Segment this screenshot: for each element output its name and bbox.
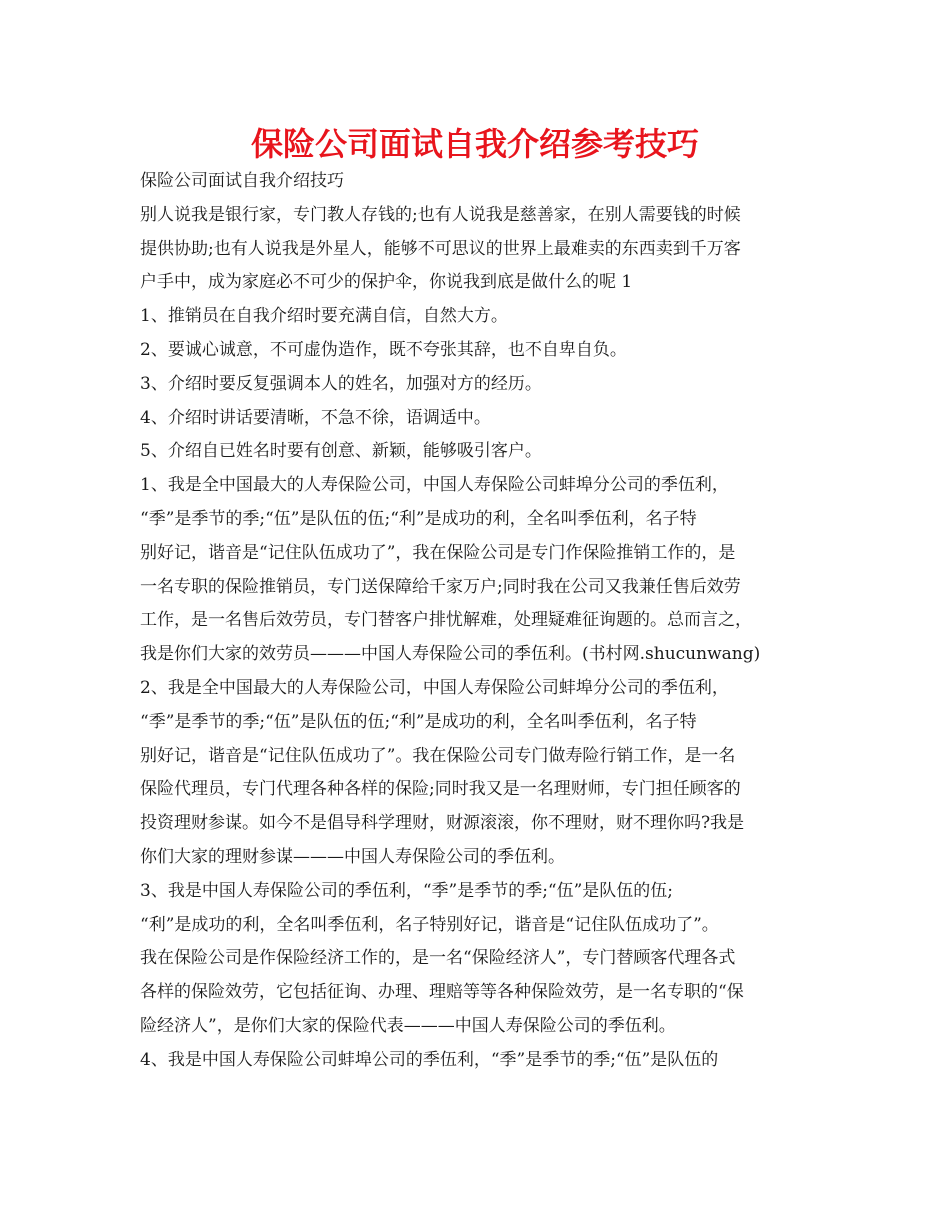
document-body [140, 165, 820, 1078]
text-line: 5、介绍自已姓名时要有创意、新颖，能够吸引客户。 [140, 441, 542, 462]
text-line: 3、介绍时要反复强调本人的姓名，加强对方的经历。 [140, 373, 542, 394]
text-line: 4、介绍时讲话要清晰，不急不徐，语调适中。 [140, 407, 491, 428]
text-line: 1、我是全中国最大的人寿保险公司，中国人寿保险公司蚌埠分公司的季伍利， [140, 475, 729, 496]
text-line: 险经济人”，是你们大家的保险代表———中国人寿保险公司的季伍利。 [140, 1015, 676, 1036]
text-line: 2、我是全中国最大的人寿保险公司，中国人寿保险公司蚌埠分公司的季伍利， [140, 677, 729, 698]
text-line: 工作，是一名售后效劳员，专门替客户排忧解难，处理疑难征询题的。总而言之， [140, 610, 752, 631]
text-line: “利”是成功的利，全名叫季伍利，名子特别好记，谐音是“记住队伍成功了”。 [140, 914, 719, 935]
text-line: 各样的保险效劳，它包括征询、办理、理赔等等各种保险效劳，是一名专职的“保 [140, 982, 744, 1003]
text-line: 我在保险公司是作保险经济工作的，是一名“保险经济人”，专门替顾客代理各式 [140, 948, 736, 969]
text-line: 你们大家的理财参谋———中国人寿保险公司的季伍利。 [140, 846, 565, 867]
text-line: 保险公司面试自我介绍技巧 [140, 171, 344, 191]
document-title: 保险公司面试自我介绍参考技巧 [250, 125, 699, 163]
text-line: “季”是季节的季;“伍”是队伍的伍;“利”是成功的利，全名叫季伍利，名子特 [140, 711, 697, 732]
text-line: 别好记，谐音是“记住队伍成功了”。我在保险公司专门做寿险行销工作，是一名 [140, 745, 736, 766]
text-line: 4、我是中国人寿保险公司蚌埠公司的季伍利，“季”是季节的季;“伍”是队伍的 [140, 1049, 719, 1070]
text-line: “季”是季节的季;“伍”是队伍的伍;“利”是成功的利，全名叫季伍利，名子特 [140, 508, 697, 529]
text-line: 保险代理员，专门代理各种各样的保险;同时我又是一名理财师，专门担任顾客的 [140, 779, 741, 800]
text-line: 一名专职的保险推销员，专门送保障给千家万户;同时我在公司又我兼任售后效劳 [140, 576, 741, 597]
text-line: 别好记，谐音是“记住队伍成功了”，我在保险公司是专门作保险推销工作的，是 [140, 542, 736, 563]
text-line: 1、推销员在自我介绍时要充满自信，自然大方。 [140, 306, 508, 327]
text-line: 3、我是中国人寿保险公司的季伍利，“季”是季节的季;“伍”是队伍的伍; [140, 880, 674, 901]
text-line: 别人说我是银行家，专门教人存钱的;也有人说我是慈善家，在别人需要钱的时候 [140, 204, 741, 225]
text-line: 2、要诚心诚意，不可虚伪造作，既不夸张其辞，也不自卑自负。 [140, 339, 627, 360]
text-line: 提供协助;也有人说我是外星人，能够不可思议的世界上最难卖的东西卖到千万客 [140, 238, 741, 259]
text-line: 投资理财参谋。如今不是倡导科学理财，财源滚滚，你不理财，财不理你吗?我是 [140, 813, 745, 834]
text-line: 户手中，成为家庭必不可少的保护伞，你说我到底是做什么的呢 1 [140, 272, 633, 293]
text-line: 我是你们大家的效劳员———中国人寿保险公司的季伍利。(书村网.shucunwang) [140, 644, 761, 665]
